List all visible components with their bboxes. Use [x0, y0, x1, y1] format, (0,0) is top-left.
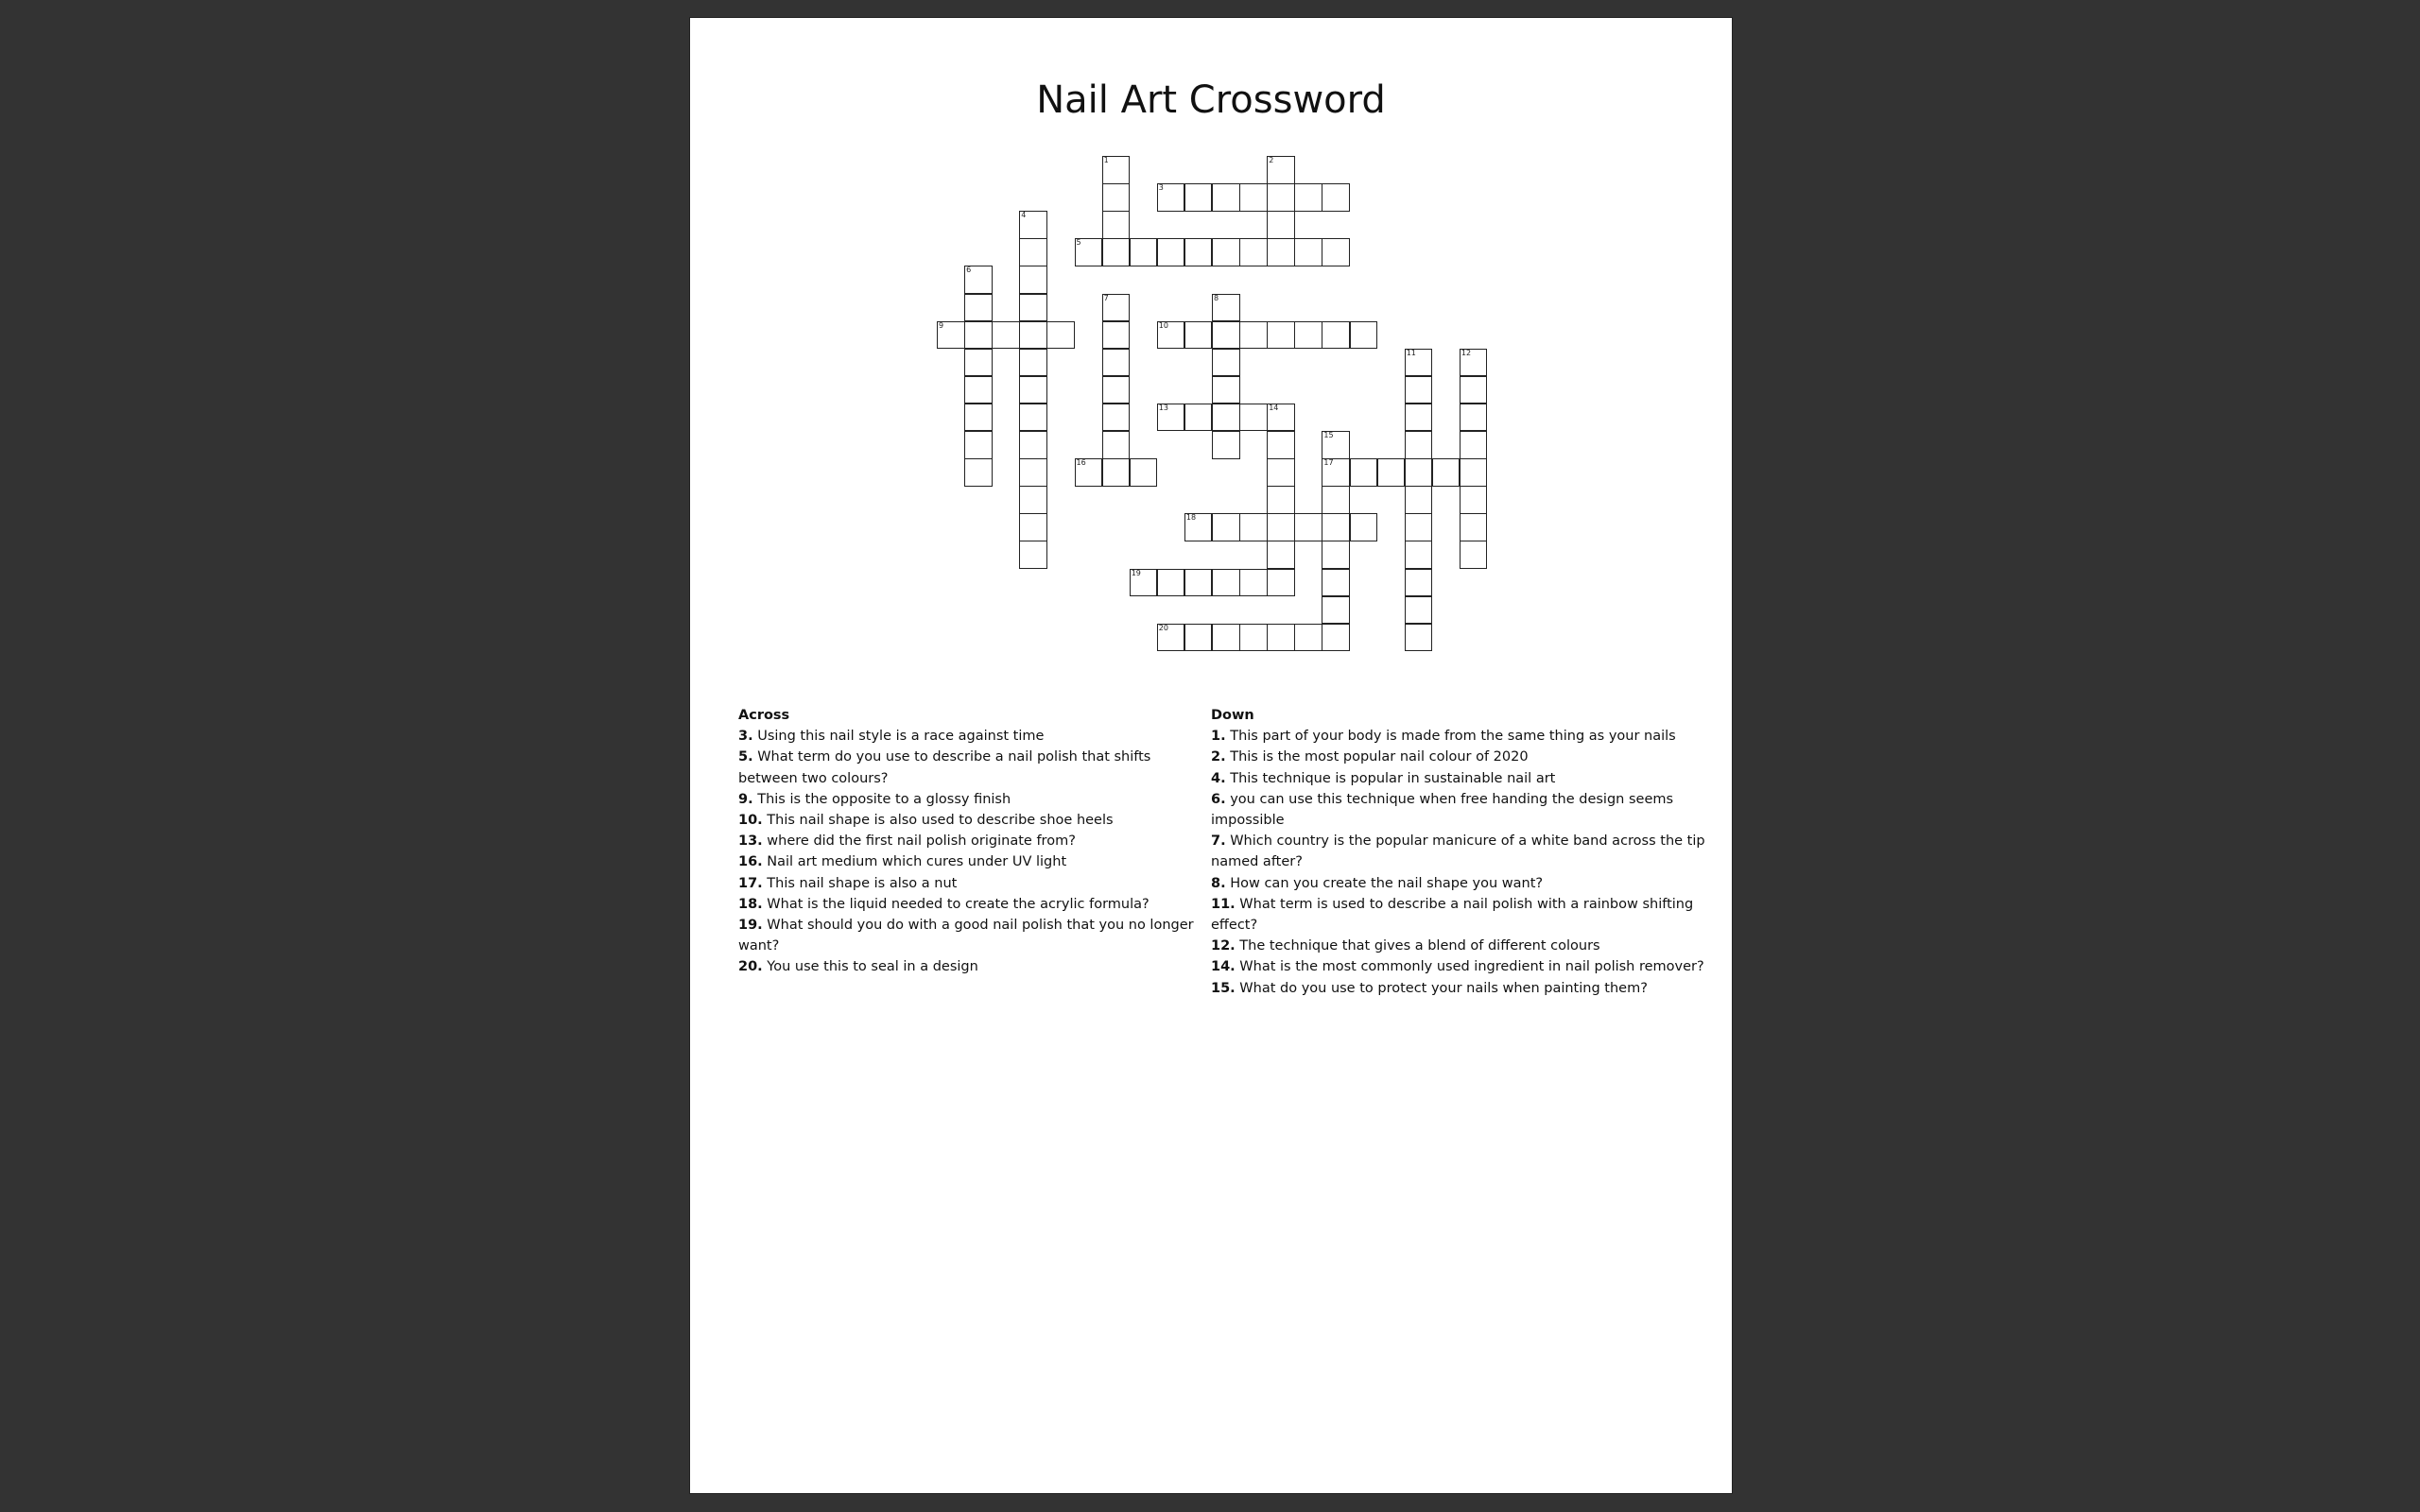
grid-cell[interactable]	[1102, 211, 1131, 239]
grid-cell[interactable]	[1322, 183, 1350, 212]
clue-text: where did the first nail polish originate from?	[762, 833, 1076, 850]
across-clue-17	[738, 873, 1201, 894]
clue-number: 20.	[738, 959, 763, 975]
grid-cell[interactable]	[964, 376, 993, 404]
grid-cell[interactable]	[1212, 349, 1240, 377]
grid-cell[interactable]	[1322, 458, 1350, 487]
grid-cell[interactable]	[1460, 431, 1488, 459]
grid-cell[interactable]	[1212, 238, 1240, 266]
down-clue-12	[1211, 936, 1712, 956]
clue-text: What do you use to protect your nails when painting them?	[1235, 980, 1648, 996]
clue-number: 5.	[738, 749, 753, 765]
clue-text: The technique that gives a blend of different colours	[1235, 938, 1600, 954]
cell-number: 16	[1076, 458, 1086, 468]
grid-cell[interactable]	[1350, 513, 1378, 541]
cell-number: 6	[966, 266, 972, 275]
cell-number: 10	[1158, 320, 1168, 330]
grid-cell[interactable]	[1184, 321, 1213, 350]
grid-cell[interactable]	[1212, 404, 1240, 432]
grid-cell[interactable]	[1019, 458, 1047, 487]
across-clue-13	[738, 831, 1201, 851]
down-heading: Down	[1211, 708, 1254, 723]
grid-cell[interactable]	[1212, 294, 1240, 322]
grid-cell[interactable]	[1350, 321, 1378, 350]
down-clue-list	[1211, 726, 1712, 999]
grid-cell[interactable]	[1019, 321, 1047, 350]
across-clues	[738, 705, 1201, 978]
grid-cell[interactable]	[1322, 624, 1350, 652]
grid-cell[interactable]	[1377, 458, 1406, 487]
grid-cell[interactable]	[937, 321, 965, 350]
clue-number: 19.	[738, 918, 763, 934]
grid-cell[interactable]	[1019, 211, 1047, 239]
clue-number: 10.	[738, 813, 763, 829]
grid-cell[interactable]	[964, 404, 993, 432]
clue-text: you can use this technique when free handing the design seems impossible	[1211, 791, 1674, 829]
cell-number: 12	[1461, 348, 1472, 357]
grid-cell[interactable]	[1019, 431, 1047, 459]
grid-cell[interactable]	[1102, 431, 1131, 459]
grid-cell[interactable]	[1157, 321, 1185, 350]
grid-cell[interactable]	[1019, 404, 1047, 432]
grid-cell[interactable]	[1267, 513, 1295, 541]
grid-cell[interactable]	[1267, 156, 1295, 184]
grid-cell[interactable]	[964, 349, 993, 377]
clue-number: 15.	[1211, 980, 1236, 996]
cell-number: 2	[1269, 156, 1274, 164]
grid-cell[interactable]	[1267, 541, 1295, 569]
grid-cell[interactable]	[1405, 376, 1433, 404]
grid-cell[interactable]	[1350, 458, 1378, 487]
grid-cell[interactable]	[1267, 431, 1295, 459]
clue-text: Using this nail style is a race against time	[752, 729, 1045, 745]
grid-cell[interactable]	[1019, 266, 1047, 294]
across-heading: Across	[738, 708, 790, 723]
grid-cell[interactable]	[1322, 513, 1350, 541]
grid-cell[interactable]	[1102, 156, 1131, 184]
page-title: Nail Art Crossword	[1036, 78, 1386, 122]
grid-cell[interactable]	[1405, 541, 1433, 569]
grid-cell[interactable]	[964, 431, 993, 459]
grid-cell[interactable]	[1212, 569, 1240, 597]
grid-cell[interactable]	[1019, 541, 1047, 569]
clue-text: What is the liquid needed to create the acrylic formula?	[762, 896, 1150, 912]
grid-cell[interactable]	[1157, 569, 1185, 597]
grid-cell[interactable]	[1212, 513, 1240, 541]
clue-number: 13.	[738, 833, 763, 850]
across-clue-5	[738, 747, 1201, 788]
grid-cell[interactable]	[1460, 349, 1488, 377]
clue-number: 6.	[1211, 791, 1226, 807]
grid-cell[interactable]	[1212, 431, 1240, 459]
down-clue-8	[1211, 873, 1712, 894]
grid-cell[interactable]	[1460, 541, 1488, 569]
grid-cell[interactable]	[1184, 404, 1213, 432]
grid-cell[interactable]	[1405, 624, 1433, 652]
grid-cell[interactable]	[1460, 513, 1488, 541]
grid-cell[interactable]	[1294, 321, 1322, 350]
grid-cell[interactable]	[1184, 513, 1213, 541]
grid-cell[interactable]	[1432, 458, 1461, 487]
clue-text: Which country is the popular manicure of a white band across the tip named after?	[1211, 833, 1705, 870]
clue-text: Nail art medium which cures under UV light	[762, 854, 1067, 870]
down-clue-15	[1211, 978, 1712, 999]
cell-number: 9	[939, 320, 944, 330]
grid-cell[interactable]	[1212, 321, 1240, 350]
grid-cell[interactable]	[1405, 486, 1433, 514]
grid-cell[interactable]	[1157, 238, 1185, 266]
grid-cell[interactable]	[1267, 183, 1295, 212]
grid-cell[interactable]	[1239, 513, 1268, 541]
cell-number: 20	[1158, 623, 1168, 632]
grid-cell[interactable]	[964, 294, 993, 322]
grid-cell[interactable]	[1212, 376, 1240, 404]
down-clue-1	[1211, 726, 1712, 747]
grid-cell[interactable]	[1405, 404, 1433, 432]
grid-cell[interactable]	[1102, 238, 1131, 266]
cell-number: 5	[1076, 238, 1081, 248]
grid-cell[interactable]	[1239, 183, 1268, 212]
down-clue-6	[1211, 789, 1712, 831]
grid-cell[interactable]	[1460, 376, 1488, 404]
clue-number: 11.	[1211, 896, 1236, 912]
grid-cell[interactable]	[1184, 183, 1213, 212]
grid-cell[interactable]	[1102, 349, 1131, 377]
cell-number: 19	[1131, 568, 1141, 577]
clue-text: What term do you use to describe a nail polish that shifts between two colours?	[738, 749, 1151, 786]
down-clue-4	[1211, 768, 1712, 789]
grid-cell[interactable]	[1102, 376, 1131, 404]
grid-cell[interactable]	[1405, 458, 1433, 487]
grid-cell[interactable]	[1184, 624, 1213, 652]
grid-cell[interactable]	[1019, 486, 1047, 514]
cell-number: 11	[1406, 348, 1416, 357]
grid-cell[interactable]	[1322, 431, 1350, 459]
clue-text: This nail shape is also a nut	[762, 875, 958, 891]
grid-cell[interactable]	[1405, 513, 1433, 541]
grid-cell[interactable]	[1102, 294, 1131, 322]
across-clue-10	[738, 810, 1201, 831]
grid-cell[interactable]	[1267, 569, 1295, 597]
clue-text: This is the opposite to a glossy finish	[752, 791, 1011, 807]
down-clues	[1211, 705, 1712, 999]
clue-number: 2.	[1211, 749, 1226, 765]
across-clue-20	[738, 956, 1201, 977]
clue-text: This technique is popular in sustainable nail art	[1225, 770, 1556, 786]
clue-text: How can you create the nail shape you want?	[1225, 875, 1544, 891]
across-clue-19	[738, 915, 1201, 956]
grid-cell[interactable]	[1267, 624, 1295, 652]
cell-number: 3	[1158, 183, 1164, 193]
grid-cell[interactable]	[1267, 238, 1295, 266]
grid-cell[interactable]	[1019, 376, 1047, 404]
clue-text: What should you do with a good nail polish that you no longer want?	[738, 918, 1194, 954]
grid-cell[interactable]	[1267, 404, 1295, 432]
grid-cell[interactable]	[1239, 238, 1268, 266]
grid-cell[interactable]	[1157, 404, 1185, 432]
grid-cell[interactable]	[1019, 294, 1047, 322]
grid-cell[interactable]	[1267, 211, 1295, 239]
grid-cell[interactable]	[1130, 458, 1158, 487]
clue-number: 1.	[1211, 729, 1226, 745]
grid-cell[interactable]	[1322, 541, 1350, 569]
grid-cell[interactable]	[1019, 513, 1047, 541]
down-clue-7	[1211, 831, 1712, 872]
grid-cell[interactable]	[1019, 238, 1047, 266]
grid-cell[interactable]	[1212, 624, 1240, 652]
grid-cell[interactable]	[964, 321, 993, 350]
grid-cell[interactable]	[964, 458, 993, 487]
grid-cell[interactable]	[1322, 486, 1350, 514]
clue-number: 4.	[1211, 770, 1226, 786]
grid-cell[interactable]	[1075, 458, 1103, 487]
grid-cell[interactable]	[1294, 238, 1322, 266]
grid-cell[interactable]	[1239, 569, 1268, 597]
grid-cell[interactable]	[1102, 183, 1131, 212]
down-clue-11	[1211, 894, 1712, 936]
grid-cell[interactable]	[1184, 569, 1213, 597]
grid-cell[interactable]	[1294, 513, 1322, 541]
grid-cell[interactable]	[1294, 624, 1322, 652]
grid-cell[interactable]	[1322, 569, 1350, 597]
cell-number: 4	[1021, 211, 1027, 220]
clue-number: 16.	[738, 854, 763, 870]
clue-text: This is the most popular nail colour of 2020	[1225, 749, 1529, 765]
grid-cell[interactable]	[1267, 321, 1295, 350]
worksheet-page	[689, 17, 1733, 1494]
grid-cell[interactable]	[1267, 458, 1295, 487]
cell-number: 14	[1269, 403, 1279, 412]
grid-cell[interactable]	[1102, 321, 1131, 350]
across-clue-list	[738, 726, 1201, 977]
grid-cell[interactable]	[1019, 349, 1047, 377]
grid-cell[interactable]	[1239, 404, 1268, 432]
clue-number: 17.	[738, 875, 763, 891]
grid-cell[interactable]	[1460, 486, 1488, 514]
grid-cell[interactable]	[1157, 183, 1185, 212]
cell-number: 15	[1323, 431, 1334, 439]
clue-number: 18.	[738, 896, 763, 912]
grid-cell[interactable]	[1075, 238, 1103, 266]
across-clue-9	[738, 789, 1201, 810]
grid-cell[interactable]	[1294, 183, 1322, 212]
grid-cell[interactable]	[1212, 183, 1240, 212]
grid-cell[interactable]	[1322, 596, 1350, 625]
cell-number: 13	[1158, 403, 1168, 412]
across-clue-18	[738, 894, 1201, 915]
down-clue-2	[1211, 747, 1712, 767]
clue-number: 8.	[1211, 875, 1226, 891]
across-clue-3	[738, 726, 1201, 747]
grid-cell[interactable]	[1184, 238, 1213, 266]
grid-cell[interactable]	[1239, 321, 1268, 350]
clue-number: 12.	[1211, 938, 1236, 954]
clue-number: 7.	[1211, 833, 1226, 850]
grid-cell[interactable]	[992, 321, 1020, 350]
clue-number: 3.	[738, 729, 753, 745]
across-clue-16	[738, 851, 1201, 872]
clue-text: What term is used to describe a nail polish with a rainbow shifting effect?	[1211, 896, 1694, 934]
grid-cell[interactable]	[1102, 404, 1131, 432]
grid-cell[interactable]	[964, 266, 993, 294]
cell-number: 1	[1103, 156, 1109, 164]
grid-cell[interactable]	[1405, 569, 1433, 597]
clue-text: This part of your body is made from the same thing as your nails	[1225, 729, 1676, 745]
clue-number: 9.	[738, 791, 753, 807]
grid-cell[interactable]	[1102, 458, 1131, 487]
down-clue-14	[1211, 956, 1712, 977]
grid-cell[interactable]	[1157, 624, 1185, 652]
grid-cell[interactable]	[1460, 458, 1488, 487]
grid-cell[interactable]	[1405, 596, 1433, 625]
clue-number: 14.	[1211, 959, 1236, 975]
clue-text: What is the most commonly used ingredient in nail polish remover?	[1235, 959, 1704, 975]
grid-cell[interactable]	[1046, 321, 1075, 350]
cell-number: 17	[1323, 458, 1334, 468]
cell-number: 7	[1103, 293, 1109, 302]
grid-cell[interactable]	[1405, 349, 1433, 377]
grid-cell[interactable]	[1267, 486, 1295, 514]
grid-cell[interactable]	[1130, 569, 1158, 597]
grid-cell[interactable]	[1239, 624, 1268, 652]
clue-text: This nail shape is also used to describe shoe heels	[762, 813, 1114, 829]
crossword-grid	[690, 18, 1734, 698]
clue-text: You use this to seal in a design	[762, 959, 978, 975]
grid-cell[interactable]	[1322, 238, 1350, 266]
cell-number: 18	[1185, 513, 1197, 523]
grid-cell[interactable]	[1405, 431, 1433, 459]
grid-cell[interactable]	[1130, 238, 1158, 266]
cell-number: 8	[1214, 293, 1219, 302]
grid-cell[interactable]	[1460, 404, 1488, 432]
grid-cell[interactable]	[1322, 321, 1350, 350]
